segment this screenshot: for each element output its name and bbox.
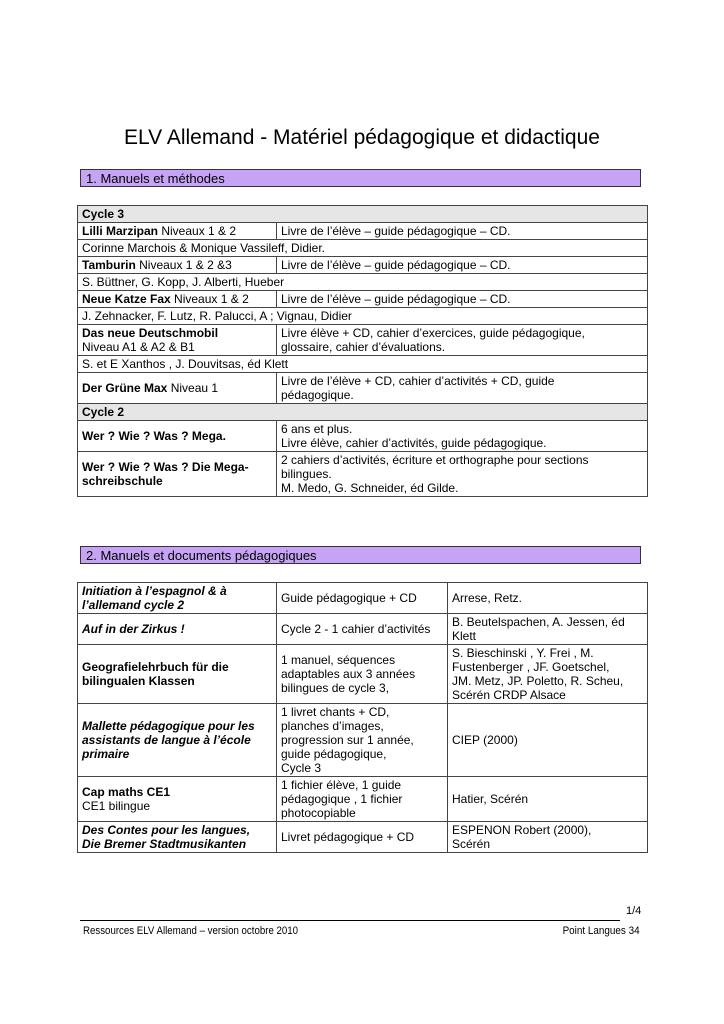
title-cell	[78, 373, 277, 404]
book-title: Initiation à l’espagnol & à	[82, 584, 227, 598]
table-row	[78, 356, 648, 373]
title-cell	[78, 257, 277, 274]
title-cell	[78, 223, 277, 240]
publisher-line: B. Beutelspachen, A. Jessen, éd	[452, 615, 625, 629]
publisher-line: Scérén CRDP Alsace	[452, 688, 566, 702]
authors-cell: J. Zehnacker, F. Lutz, R. Palucci, A ; Vignau, Didier	[78, 308, 648, 325]
description-line: bilingues.	[281, 467, 332, 481]
table-row	[78, 325, 648, 356]
book-title: Tamburin	[82, 258, 136, 272]
title-cell	[78, 325, 277, 356]
description-line: pédagogique , 1 fichier	[281, 792, 403, 806]
methods-table	[77, 205, 648, 497]
description-cell: Livret pédagogique + CD	[277, 822, 448, 853]
description-line: planches d’images,	[281, 719, 384, 733]
description-cell	[277, 777, 448, 822]
title-cell	[78, 777, 277, 822]
publisher-cell: CIEP (2000)	[448, 704, 648, 777]
page-number: 1/4	[626, 905, 642, 917]
table-row	[78, 704, 648, 777]
description-cell: Livre de l’élève – guide pédagogique – CD.	[277, 257, 648, 274]
book-level: Niveaux 1 & 2	[158, 224, 237, 238]
cycle-header: Cycle 2	[78, 404, 648, 421]
book-title: Wer ? Wie ? Was ? Die Mega-	[82, 460, 249, 474]
description-line: progression sur 1 année,	[281, 733, 414, 747]
authors-cell: S. Büttner, G. Kopp, J. Alberti, Hueber	[78, 274, 648, 291]
description-cell: Cycle 2 - 1 cahier d’activités	[277, 614, 448, 645]
cycle-header: Cycle 3	[78, 206, 648, 223]
title-cell	[78, 822, 277, 853]
book-title: Mallette pédagogique pour les	[82, 719, 255, 733]
description-line: M. Medo, G. Schneider, éd Gilde.	[281, 481, 459, 495]
book-title: Die Bremer Stadtmusikanten	[82, 837, 247, 851]
book-title: Der Grüne Max	[82, 381, 168, 395]
description-cell	[277, 704, 448, 777]
description-line: Livre élève, cahier d’activités, guide pédagogique.	[281, 436, 547, 450]
section-heading-documents: 2. Manuels et documents pédagogiques	[80, 546, 641, 564]
documents-table	[77, 582, 648, 853]
title-cell	[78, 452, 277, 497]
page-title: ELV Allemand - Matériel pédagogique et didactique	[124, 126, 600, 149]
book-level: Niveau A1 & A2 & B1	[82, 340, 195, 354]
book-title: primaire	[82, 747, 130, 761]
publisher-line: Scérén	[452, 837, 491, 851]
publisher-cell	[448, 822, 648, 853]
book-title: schreibschule	[82, 474, 163, 488]
book-title: Das neue Deutschmobil	[82, 326, 219, 340]
table-row	[78, 308, 648, 325]
publisher-line: Fustenberger , JF. Goetschel,	[452, 660, 610, 674]
table-row	[78, 614, 648, 645]
description-line: 1 livret chants + CD,	[281, 705, 390, 719]
publisher-cell: Arrese, Retz.	[448, 583, 648, 614]
description-cell: Guide pédagogique + CD	[277, 583, 448, 614]
book-title: Cap maths CE1	[82, 785, 171, 799]
footer-divider	[80, 920, 620, 921]
authors-cell: S. et E Xanthos , J. Douvitsas, éd Klett	[78, 356, 648, 373]
description-line: Livre élève + CD, cahier d’exercices, guide pédagogique,	[281, 326, 585, 340]
book-level: Niveau 1	[167, 381, 219, 395]
description-line: guide pédagogique,	[281, 747, 387, 761]
description-line: 1 fichier élève, 1 guide	[281, 778, 402, 792]
table-row	[78, 274, 648, 291]
publisher-cell	[448, 614, 648, 645]
table-row	[78, 822, 648, 853]
description-line: pédagogique.	[281, 388, 354, 402]
table-row	[78, 257, 648, 274]
description-line: Livre de l’élève + CD, cahier d’activités + CD, guide	[281, 374, 555, 388]
table-row	[78, 452, 648, 497]
title-cell	[78, 704, 277, 777]
title-cell	[78, 583, 277, 614]
book-level: Niveaux 1 & 2 &3	[135, 258, 232, 272]
table-row	[78, 777, 648, 822]
description-cell	[277, 373, 648, 404]
table-row	[78, 404, 648, 421]
publisher-line: Klett	[452, 629, 477, 643]
section-heading-manuels: 1. Manuels et méthodes	[80, 169, 641, 187]
description-line: bilingues de cycle 3,	[281, 681, 390, 695]
title-cell	[78, 645, 277, 704]
publisher-line: ESPENON Robert (2000),	[452, 823, 592, 837]
description-cell: Livre de l’élève – guide pédagogique – CD.	[277, 291, 648, 308]
book-title: l’allemand cycle 2	[82, 598, 185, 612]
table-row	[78, 240, 648, 257]
footer-source: Ressources ELV Allemand – version octobre 2010	[83, 925, 299, 937]
table-row	[78, 291, 648, 308]
book-title: Wer ? Wie ? Was ? Mega.	[78, 421, 277, 452]
table-row	[78, 645, 648, 704]
book-level: Niveaux 1 & 2	[170, 292, 249, 306]
title-cell	[78, 291, 277, 308]
table-row	[78, 223, 648, 240]
authors-cell: Corinne Marchois & Monique Vassileff, Didier.	[78, 240, 648, 257]
publisher-line: S. Bieschinski , Y. Frei , M.	[452, 646, 594, 660]
description-cell	[277, 645, 448, 704]
book-level: CE1 bilingue	[82, 799, 151, 813]
description-cell	[277, 325, 648, 356]
book-title: assistants de langue à l’école	[82, 733, 251, 747]
table-row	[78, 421, 648, 452]
table-row	[78, 583, 648, 614]
book-title: Auf in der Zirkus !	[78, 614, 277, 645]
publisher-line: JM. Metz, JP. Poletto, R. Scheu,	[452, 674, 624, 688]
description-line: 1 manuel, séquences	[281, 653, 396, 667]
description-line: 2 cahiers d’activités, écriture et orthographe pour sections	[281, 453, 589, 467]
book-title: Neue Katze Fax	[82, 292, 171, 306]
book-title: bilingualen Klassen	[82, 674, 195, 688]
description-line: 6 ans et plus.	[281, 422, 353, 436]
description-line: Cycle 3	[281, 761, 322, 775]
book-title: Des Contes pour les langues,	[82, 823, 251, 837]
description-line: adaptables aux 3 années	[281, 667, 416, 681]
table-row	[78, 206, 648, 223]
publisher-cell: Hatier, Scérén	[448, 777, 648, 822]
description-line: photocopiable	[281, 806, 356, 820]
footer-publication: Point Langues 34	[562, 925, 640, 937]
description-cell: Livre de l’élève – guide pédagogique – CD.	[277, 223, 648, 240]
book-title: Lilli Marzipan	[82, 224, 159, 238]
book-title: Geografielehrbuch für die	[82, 660, 229, 674]
description-line: glossaire, cahier d’évaluations.	[281, 340, 446, 354]
description-cell	[277, 452, 648, 497]
publisher-cell	[448, 645, 648, 704]
table-row	[78, 373, 648, 404]
description-cell	[277, 421, 648, 452]
